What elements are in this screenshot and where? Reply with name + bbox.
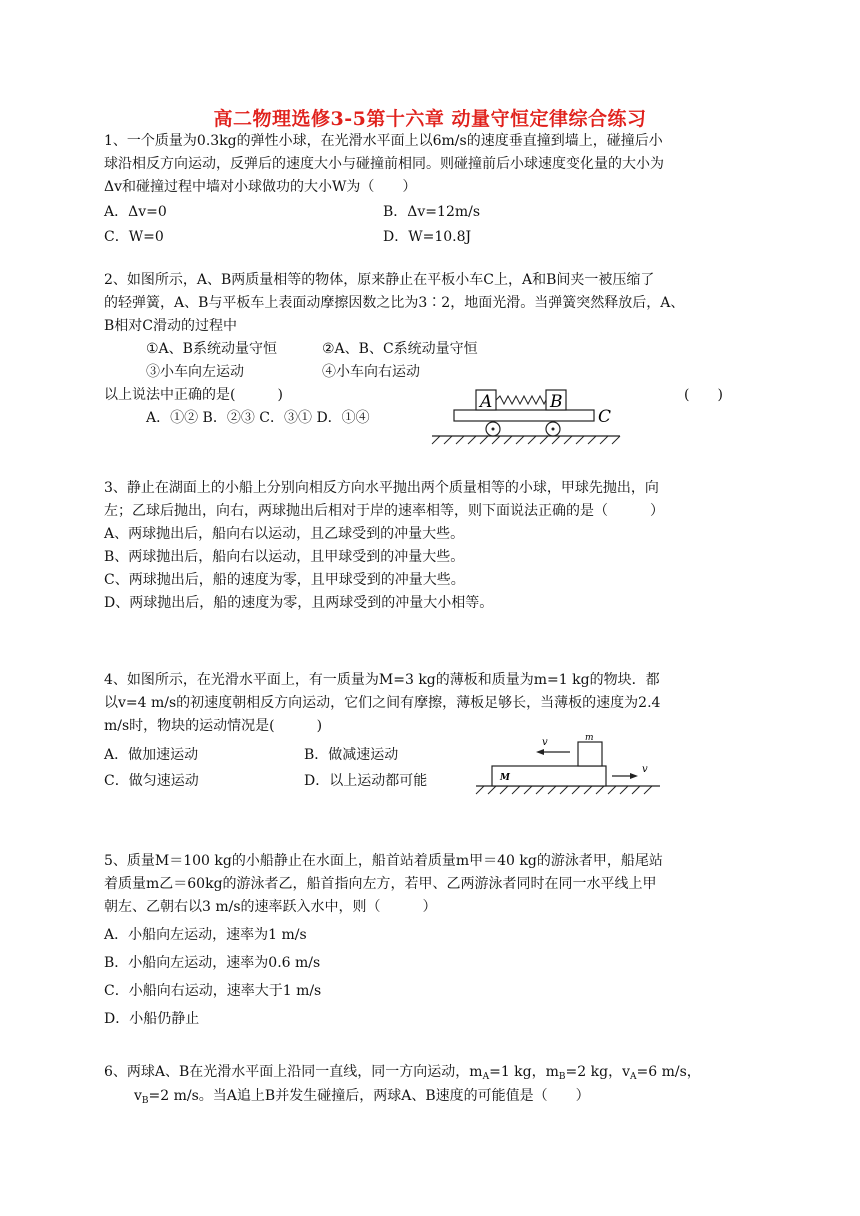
q3-line-1: 3、静止在湖面上的小船上分别向相反方向水平抛出两个质量相等的小球，甲球先抛出，向 bbox=[104, 480, 659, 496]
q2-line-1: 2、如图所示，A、B两质量相等的物体，原来静止在平板小车C上，A和B间夹一被压缩了 bbox=[104, 272, 655, 288]
q3-option-a: A、两球抛出后，船向右以运动，且乙球受到的冲量大些。 bbox=[104, 526, 465, 542]
label-v-left: v bbox=[542, 737, 548, 748]
q1-line-2: 球沿相反方向运动，反弹后的速度大小与碰撞前相同。则碰撞前后小球速度变化量的大小为 bbox=[104, 156, 664, 172]
q1-option-c: C．W=0 bbox=[104, 229, 164, 245]
q6-text-1a: 6、两球A、B在光滑水平面上沿同一直线，同一方向运动，m bbox=[104, 1064, 483, 1080]
q6-text-1d: =6 m/s， bbox=[636, 1064, 701, 1080]
q6-sub-mb: B bbox=[558, 1072, 566, 1082]
arrow-right-head bbox=[630, 773, 638, 779]
block-m-small bbox=[578, 742, 602, 766]
q2-options: A．①② B．②③ C．③① D．①④ bbox=[146, 410, 370, 426]
q6-text-1c: =2 kg，v bbox=[565, 1064, 630, 1080]
q4-line-3: m/s时，物块的运动情况是( ) bbox=[104, 718, 323, 734]
q2-statement-4: ④小车向右运动 bbox=[322, 364, 420, 380]
q5-option-b: B．小船向左运动，速率为0.6 m/s bbox=[104, 955, 321, 971]
cart-platform bbox=[454, 410, 594, 421]
q3-option-d: D、两球抛出后，船的速度为零，且两球受到的冲量大小相等。 bbox=[104, 595, 494, 611]
q5-option-c: C．小船向右运动，速率大于1 m/s bbox=[104, 983, 322, 999]
q2-prompt: 以上说法中正确的是( ) bbox=[104, 387, 283, 403]
q6-line-2 bbox=[134, 1086, 590, 1111]
page-title: 高二物理选修3-5第十六章 动量守恒定律综合练习 bbox=[213, 108, 647, 130]
label-v-right: v bbox=[642, 764, 648, 775]
q4-option-b: B．做减速运动 bbox=[304, 747, 399, 763]
q5-option-d: D．小船仍静止 bbox=[104, 1011, 200, 1027]
q4-line-1: 4、如图所示，在光滑水平面上，有一质量为M=3 kg的薄板和质量为m=1 kg的物块．都 bbox=[104, 672, 660, 688]
q1-option-d: D．W=10.8J bbox=[383, 229, 472, 245]
q2-statement-1: ①A、B系统动量守恒 bbox=[146, 341, 277, 357]
q6-line-1 bbox=[104, 1062, 701, 1087]
q4-plank-figure bbox=[474, 730, 664, 800]
q2-cart-figure bbox=[430, 382, 630, 446]
spring bbox=[496, 396, 546, 404]
q6-sub-ma: A bbox=[482, 1072, 490, 1082]
q2-answer-paren: ( ) bbox=[684, 387, 723, 403]
q5-line-2: 着质量m乙＝60kg的游泳者乙，船首指向左方，若甲、乙两游泳者同时在同一水平线上甲 bbox=[104, 876, 657, 892]
q2-line-3: B相对C滑动的过程中 bbox=[104, 318, 237, 334]
label-small-m: m bbox=[585, 733, 594, 743]
q1-line-1: 1、一个质量为0.3kg的弹性小球，在光滑水平面上以6m/s的速度垂直撞到墙上，碰撞后小 bbox=[104, 133, 663, 149]
q6-text-2b: =2 m/s。当A追上B并发生碰撞后，两球A、B速度的可能值是（ ） bbox=[148, 1088, 590, 1104]
q3-line-2: 左；乙球后抛出，向右，两球抛出后相对于岸的速率相等，则下面说法正确的是（ ） bbox=[104, 503, 664, 519]
q4-option-a: A．做加速运动 bbox=[104, 747, 199, 763]
label-big-m: M bbox=[500, 773, 510, 783]
q3-option-c: C、两球抛出后，船的速度为零，且甲球受到的冲量大些。 bbox=[104, 572, 465, 588]
label-a: A bbox=[480, 392, 493, 412]
q1-option-a: A．Δv=0 bbox=[104, 204, 167, 220]
q5-option-a: A．小船向左运动，速率为1 m/s bbox=[104, 927, 307, 943]
q1-option-b: B．Δv=12m/s bbox=[383, 204, 481, 220]
q4-option-c: C．做匀速运动 bbox=[104, 773, 199, 789]
q6-sub-va: A bbox=[629, 1072, 637, 1082]
q6-text-2a: v bbox=[134, 1088, 142, 1104]
q6-sub-vb: B bbox=[141, 1096, 149, 1106]
q2-statement-3: ③小车向左运动 bbox=[146, 364, 244, 380]
q5-line-1: 5、质量M＝100 kg的小船静止在水面上，船首站着质量m甲＝40 kg的游泳者甲，船尾站 bbox=[104, 853, 663, 869]
q2-line-2: 的轻弹簧，A、B与平板车上表面动摩擦因数之比为3∶2，地面光滑。当弹簧突然释放后，A、 bbox=[104, 295, 685, 311]
label-b: B bbox=[550, 392, 563, 412]
q4-option-d: D．以上运动都可能 bbox=[304, 773, 428, 789]
arrow-left-head bbox=[536, 749, 544, 755]
q2-statement-2: ②A、B、C系统动量守恒 bbox=[322, 341, 478, 357]
q1-line-3: Δv和碰撞过程中墙对小球做功的大小W为（ ） bbox=[104, 179, 417, 195]
q3-option-b: B、两球抛出后，船向右以运动，且甲球受到的冲量大些。 bbox=[104, 549, 465, 565]
q5-line-3: 朝左、乙朝右以3 m/s的速率跃入水中，则（ ） bbox=[104, 899, 437, 915]
label-c: C bbox=[598, 407, 612, 427]
q6-text-1b: =1 kg，m bbox=[489, 1064, 559, 1080]
q4-line-2: 以v=4 m/s的初速度朝相反方向运动，它们之间有摩擦，薄板足够长，当薄板的速度为2.4 bbox=[104, 695, 661, 711]
